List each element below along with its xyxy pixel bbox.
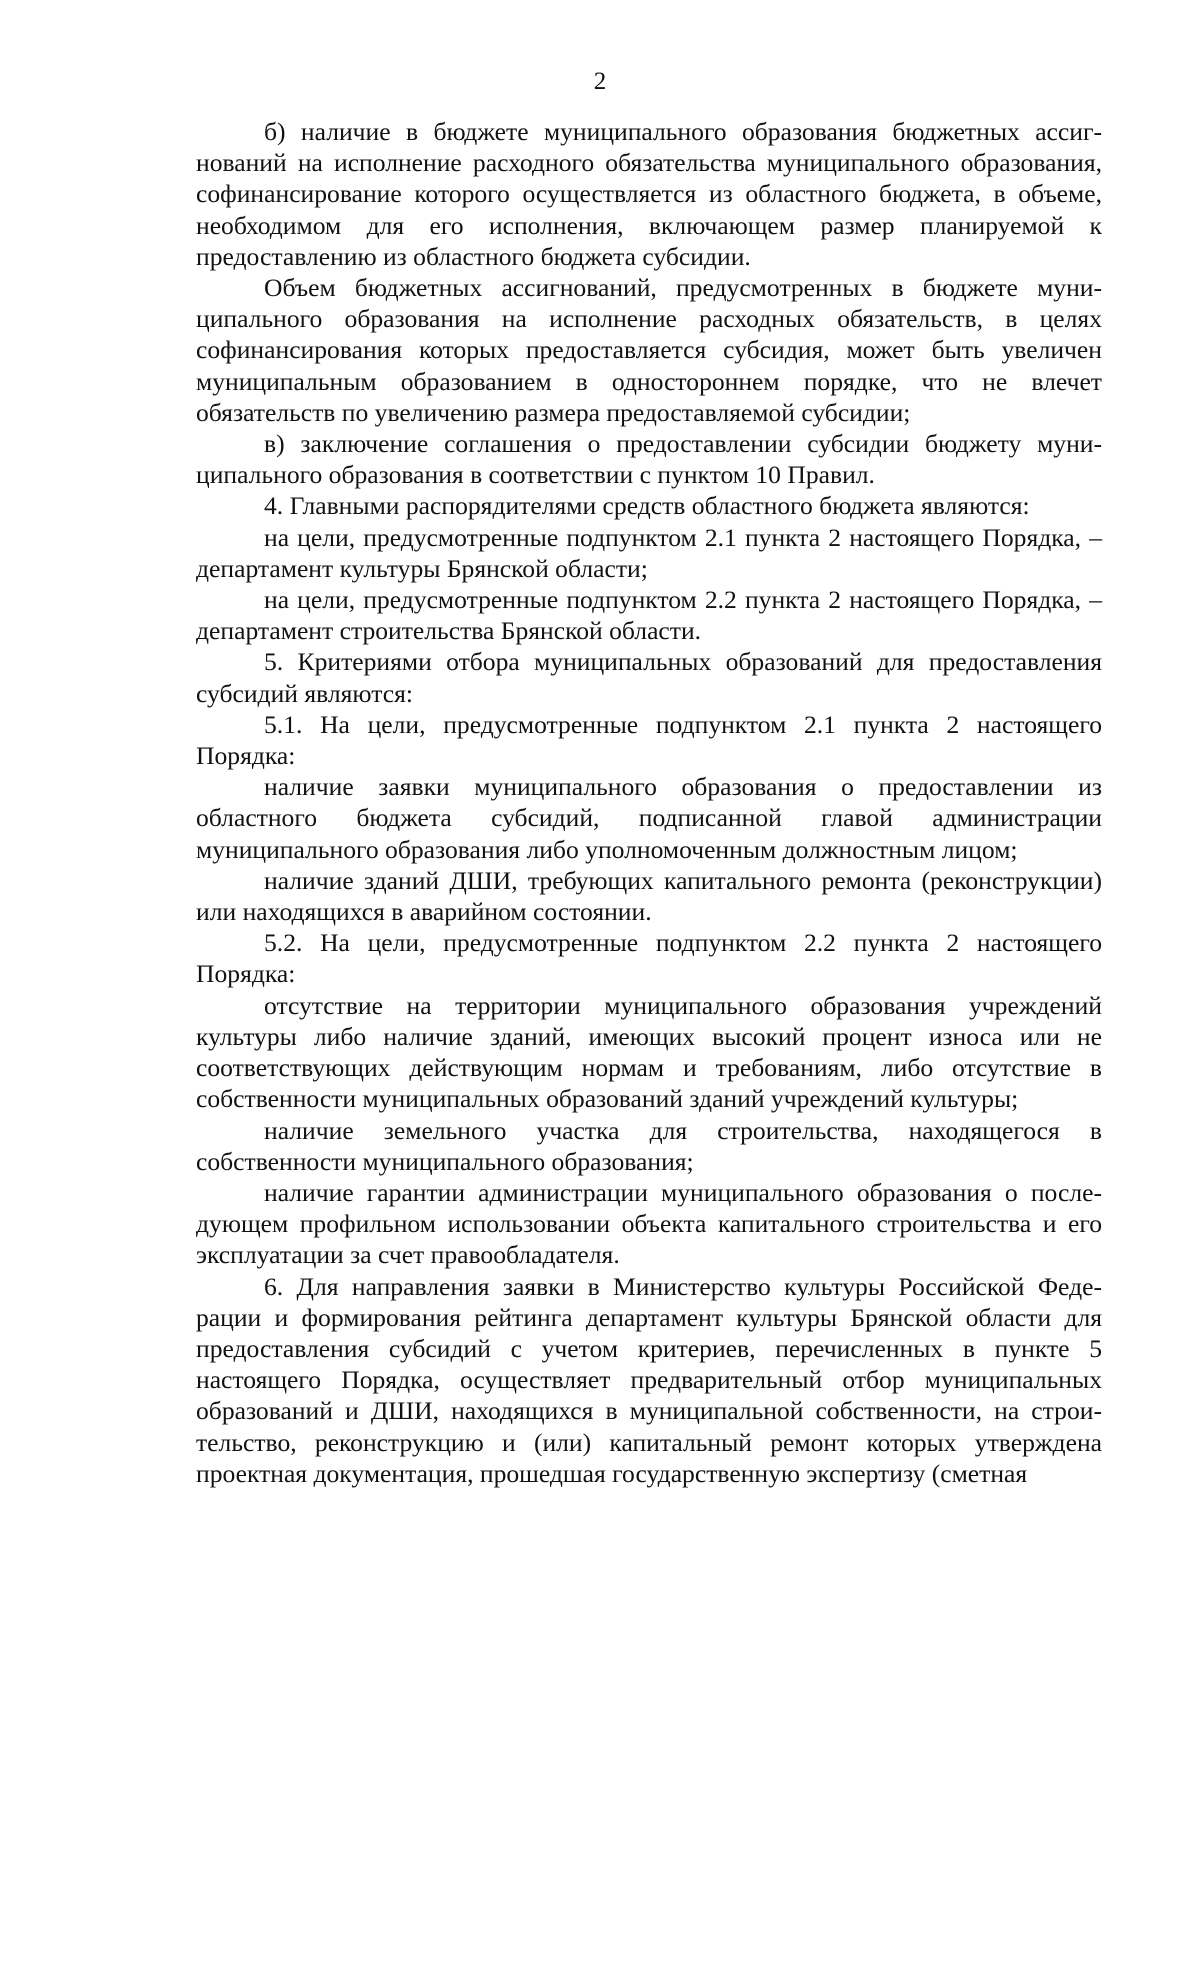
paragraph-5-1-heading: 5.1. На цели, предусмотренные подпунктом 2.1 пункта 2 настоящего Порядка: [196,709,1102,771]
paragraph-4-culture-dept: на цели, предусмотренные подпунктом 2.1 пункта 2 настоящего Порядка, – департамент культуры Брянской области; [196,522,1102,583]
paragraph-5-criteria: 5. Критериями отбора муниципальных образований для предоставления субсидий являются: [196,647,1102,708]
paragraph-b-budget-allocations: б) наличие в бюджете муниципального образования бюджетных ассигнований на исполнение расходного обязательства муниципального образования, софинансирование которого осуществляется из областного бюджета, в объеме, необходимом для его исполнения, включающем размер планируемой к предоставлению из областного бюджета субсидии. [196,117,1102,271]
paragraph-5-2-absence: отсутствие на территории муниципального образования учреждений культуры либо наличие зданий, имеющих высокий процент износа или не соответствующих действующим нормам и требованиям, либо отсутствие в собственности муниципальных образований зданий учреждений культуры; [196,990,1102,1114]
paragraph-6-application: 6. Для направления заявки в Министерство культуры Российской Федерации и формирования рейтинга департамент культуры Брянской области для предоставления субсидий с учетом критериев, перечисленных в пункте 5 настоящего Порядка, осуществляет предварительный отбор муниципальных образований и ДШИ, находящихся в муниципальной собственности, на строительство, реконструкцию и (или) капитальный ремонт которых утверждена проектная документация, прошедшая государственную экспертизу (сметная [196,1271,1102,1488]
paragraph-5-1-application: наличие заявки муниципального образования о предоставлении из областного бюджета субсидий, подписанной главой администрации муниципального образования либо уполномоченным должностным лицом; [196,772,1102,864]
paragraph-5-2-heading: 5.2. На цели, предусмотренные подпунктом 2.2 пункта 2 настоящего Порядка: [196,928,1102,989]
document-body [196,116,1102,1489]
paragraph-4-construction-dept: на цели, предусмотренные подпунктом 2.2 пункта 2 настоящего Порядка, – департамент строительства Брянской области. [196,585,1102,646]
paragraph-budget-volume: Объем бюджетных ассигнований, предусмотренных в бюджете муниципального образования на исполнение расходных обязательств, в целях софинансирования которых предоставляется субсидия, может быть увеличен муниципальным образованием в одностороннем порядке, что не влечет обязательств по увеличению размера предоставляемой субсидии; [196,273,1102,427]
paragraph-4-main-managers: 4. Главными распорядителями средств областного бюджета являются: [264,491,1030,521]
page-number: 2 [593,68,607,95]
paragraph-5-2-land: наличие земельного участка для строительства, находящегося в собственности муниципального образования; [196,1115,1102,1176]
paragraph-v-agreement: в) заключение соглашения о предоставлении субсидии бюджету муниципального образования в соответствии с пунктом 10 Правил. [196,429,1102,490]
paragraph-5-2-guarantee: наличие гарантии администрации муниципального образования о последующем профильном использовании объекта капитального строительства и его эксплуатации за счет правообладателя. [196,1177,1102,1270]
paragraph-5-1-buildings: наличие зданий ДШИ, требующих капитального ремонта (реконструкции) или находящихся в аварийном состоянии. [196,865,1102,927]
